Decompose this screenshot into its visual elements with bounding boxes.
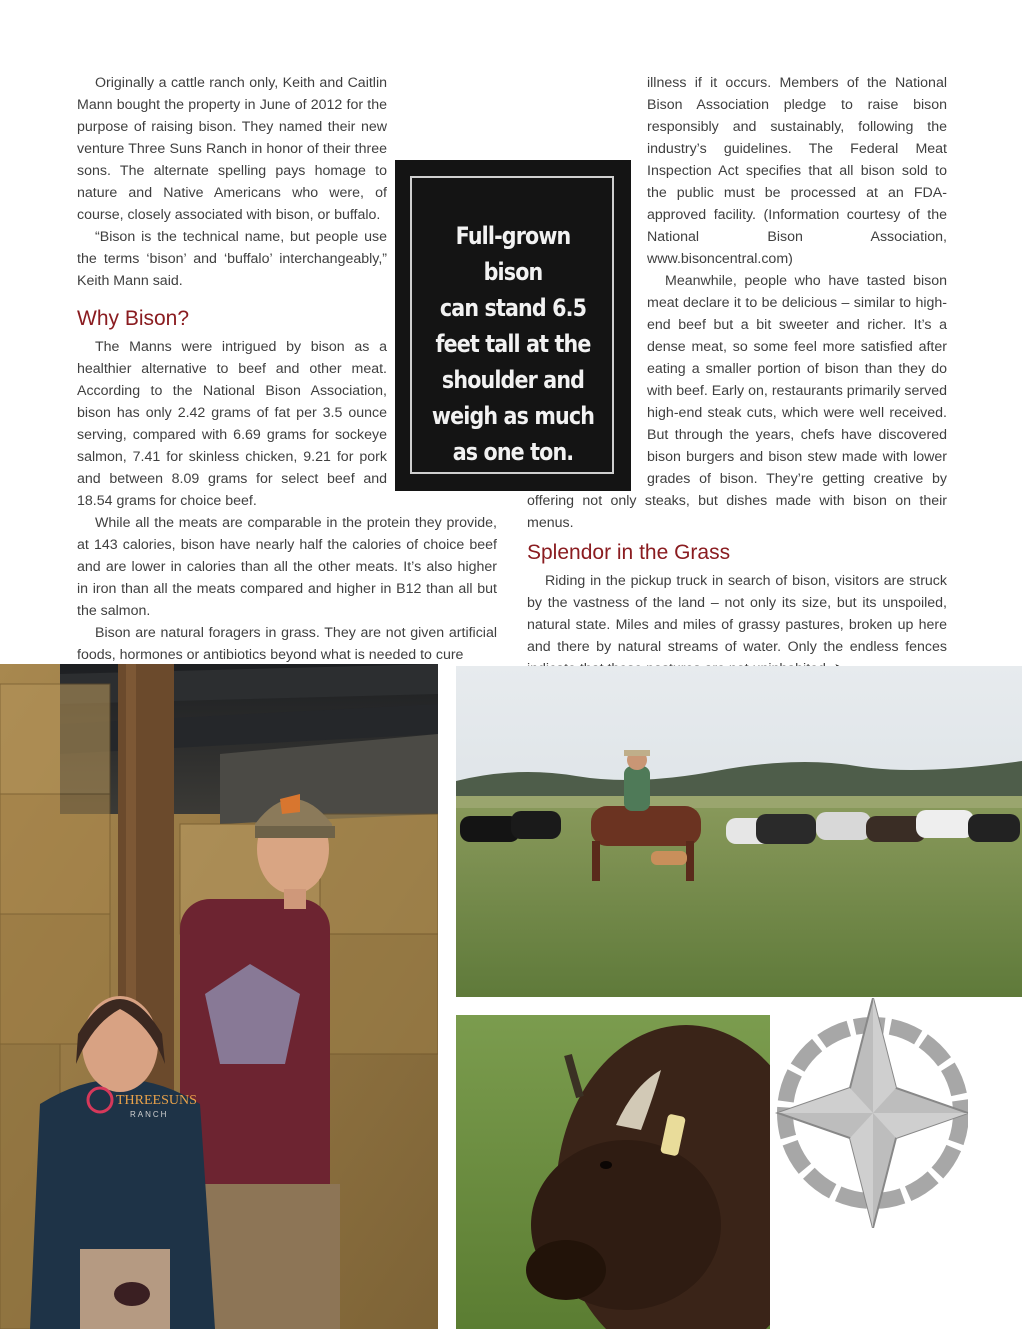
right-paragraph-1: illness if it occurs. Members of the National Bison Association pledge to raise bison responsibly and sustainably, following the industry’s guidelines. The Federal Meat Inspection Act specifies that all bison sold to the public must be processed at an FDA-approved facility. (Information courtesy of the National Bison Association, www.bisoncentral.com) bbox=[647, 75, 947, 267]
why-paragraph-2: While all the meats are comparable in the protein they provide, at 143 calories, bison have nearly half the calories of choice beef and are lower in calories than all the other meats. It’s also higher in iron than all the meats compared and higher in B12 than all but the salmon. bbox=[77, 515, 497, 619]
pullquote-text bbox=[429, 218, 598, 470]
compass-star-icon bbox=[768, 998, 968, 1228]
splendor-heading: Splendor in the Grass bbox=[527, 541, 731, 564]
splendor-text: Riding in the pickup truck in search of bison, visitors are struck by the vastness of the land – not only its size, but its unspoiled, natural state. Miles and miles of grassy pastures, broken up here and there by natural streams of water. Only the endless fences bbox=[527, 573, 947, 655]
pullquote-line: can stand 6.5 bbox=[439, 294, 587, 322]
quote-paragraph: “Bison is the technical name, but people use the terms ‘bison’ and ‘buffalo’ interchangeably,” Keith Mann said. bbox=[77, 229, 387, 289]
compass-star-decoration bbox=[768, 998, 968, 1228]
pullquote-line: weigh as much bbox=[431, 402, 595, 430]
pullquote-line: shoulder and bbox=[441, 366, 585, 394]
why-bison-heading: Why Bison? bbox=[77, 307, 190, 330]
cattle-drive-photo bbox=[456, 666, 1022, 997]
cattle-drive-illustration bbox=[456, 666, 1022, 997]
splendor-paragraph bbox=[527, 570, 947, 680]
owners-photo bbox=[0, 664, 438, 1329]
pullquote-line: feet tall at the bbox=[435, 330, 591, 358]
pullquote-line: as one ton. bbox=[452, 438, 574, 466]
shirt-logo-subtext: RANCH bbox=[130, 1110, 169, 1119]
intro-paragraph: Originally a cattle ranch only, Keith and Caitlin Mann bought the property in June of 2012 for the purpose of raising bison. They named their new venture Three Suns Ranch in honor of their three sons. The alternate spelling pays homage to nature and Native Americans who were, of course, closely associated with bison, or buffalo. bbox=[77, 75, 387, 223]
right-paragraph-2: Meanwhile, people who have tasted bison meat declare it to be delicious – similar to high-end beef but a bit sweeter and richer. It’s a dense meat, so some feel more satisfied after eating a smaller portion of bison than they do with beef. Early on, restaurants primarily served high-end steak cuts, which were well received. But through the years, chefs have discovered bison burgers and bison stew made with lower grades of bison. They’re getting creative by offering not only steaks, but dishes made with bison on their menus. bbox=[527, 273, 947, 531]
shirt-logo-text: THREESUNS bbox=[116, 1093, 197, 1108]
owners-photo-illustration bbox=[0, 664, 438, 1329]
why-paragraph-1: The Manns were intrigued by bison as a healthier alternative to beef and other meat. According to the National Bison Association, bison has only 2.42 grams of fat per 3.5 ounce serving, compared with 6.69 grams for sockeye salmon, 7.41 for skinless chicken, 9.21 for pork and between 8.09 grams for select beef and 18.54 grams for choice beef. bbox=[77, 339, 387, 509]
pullquote-line: Full-grown bison bbox=[455, 222, 571, 286]
why-paragraph-3: Bison are natural foragers in grass. They are not given artificial foods, hormones or antibiotics beyond what is needed to cure bbox=[77, 625, 497, 663]
pullquote-box bbox=[395, 160, 631, 491]
bison-photo bbox=[456, 1015, 770, 1329]
bison-illustration bbox=[456, 1015, 770, 1329]
